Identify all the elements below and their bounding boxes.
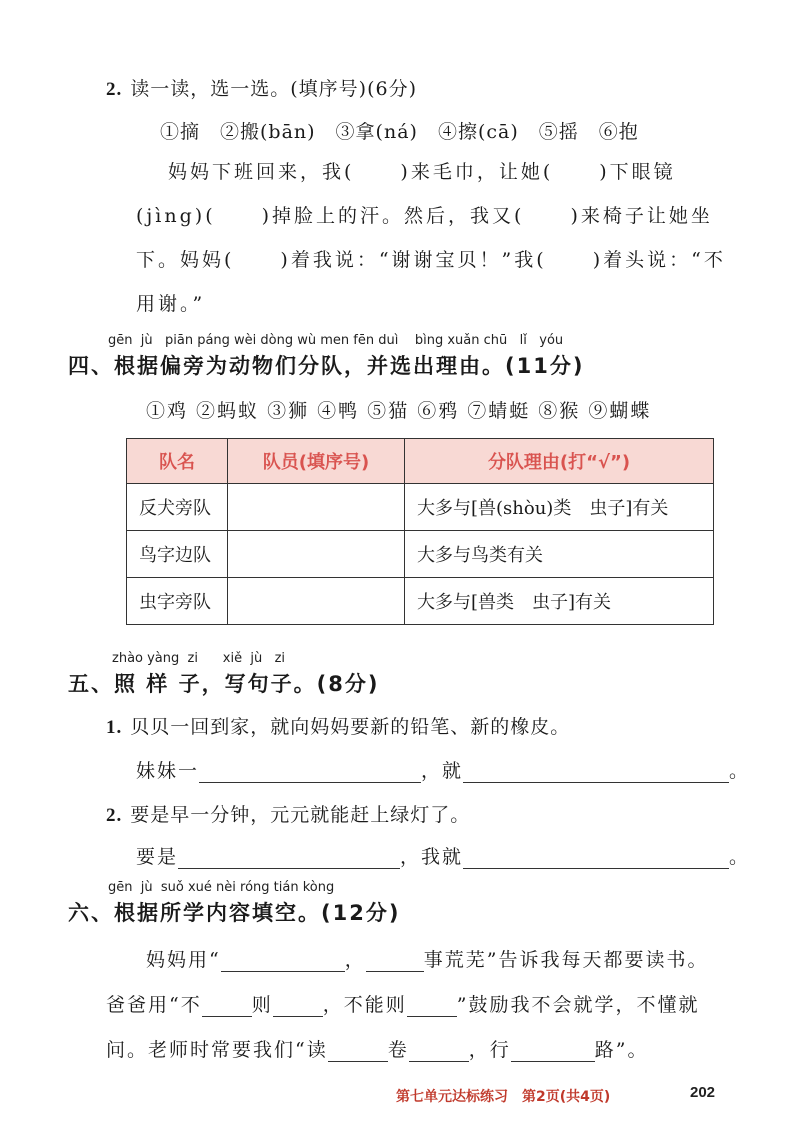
table-row [127,484,714,531]
grouping-table [126,438,714,625]
s5-item1-number: 1. [106,717,123,738]
line2-c: ，不能则 [322,994,407,1016]
fill1-mid: ，就 [421,760,464,782]
q2-options: ①摘 ②搬(bān) ③拿(ná) ④擦(cā) ⑤摇 ⑥抱 [160,121,639,143]
line2-blank-2[interactable] [273,994,323,1017]
s6-title: 六、根据所学内容填空。(12分) [68,901,401,925]
members-cell[interactable] [228,484,405,531]
team-name: 反犬旁队 [127,484,228,531]
s5-title: 五、照 样 子，写句子。(8分) [68,672,380,696]
s5-fill1 [136,756,750,783]
line1-b: ， [344,949,366,971]
table-row [127,531,714,578]
reason-cell[interactable]: 大多与[兽(shòu)类 虫子]有关 [405,484,714,531]
s6-line3 [106,1035,648,1062]
q2-number: 2. [106,79,123,100]
s6-line2 [106,990,699,1017]
s5-item1-text: 贝贝一回到家，就向妈妈要新的铅笔、新的橡皮。 [130,716,571,738]
line2-blank-3[interactable] [407,994,457,1017]
line3-blank-2[interactable] [409,1039,469,1062]
q2-passage [136,150,736,326]
page-number: 202 [690,1084,716,1101]
q2-title [106,74,417,101]
header-members: 队员(填序号) [228,439,405,484]
fill2-end: 。 [729,846,751,868]
fill2-blank-b[interactable] [463,846,729,869]
q2-title-text: 读一读，选一选。(填序号)(6分) [130,78,417,100]
fill1-end: 。 [729,760,751,782]
line3-d: 路”。 [594,1039,649,1061]
line3-a: 问。老师时常要我们“读 [106,1039,328,1061]
line1-c: 事荒芜”告诉我每天都要读书。 [423,949,709,971]
s5-item2 [106,800,470,827]
line1-blank-2[interactable] [366,949,424,972]
passage-part-7: )着头说：“不用谢。” [136,249,726,315]
line1-a: 妈妈用“ [146,949,221,971]
s5-fill2 [136,842,750,869]
table-header-row [127,439,714,484]
line3-b: 卷 [387,1039,409,1061]
fill2-mid: ，我就 [400,846,464,868]
s4-title: 四、根据偏旁为动物们分队，并选出理由。(11分) [68,354,585,378]
line2-blank-1[interactable] [202,994,252,1017]
fill1-blank-a[interactable] [199,760,421,783]
fill2-blank-a[interactable] [178,846,400,869]
header-reason: 分队理由(打“√”) [405,439,714,484]
passage-part-4: )掉脸上的汗。然后，我又( [261,205,525,227]
team-name: 虫字旁队 [127,578,228,625]
s5-item2-text: 要是早一分钟，元元就能赶上绿灯了。 [130,804,471,826]
table-row [127,578,714,625]
passage-part-1: 妈妈下班回来，我( [168,161,355,183]
fill1-blank-b[interactable] [463,760,729,783]
reason-cell: 大多与鸟类有关 [405,531,714,578]
s6-pinyin: gēn jù suǒ xué nèi róng tián kòng [108,880,335,895]
reason-cell[interactable]: 大多与[兽类 虫子]有关 [405,578,714,625]
members-cell[interactable] [228,531,405,578]
footer-label: 第七单元达标练习 第2页(共4页) [396,1089,611,1105]
s6-line1 [146,945,708,972]
passage-part-3: )下眼镜(jìng)( [136,161,676,227]
s5-pinyin: zhào yàng zi xiě jù zi [112,651,286,666]
s5-item2-number: 2. [106,805,123,826]
line3-blank-3[interactable] [511,1039,595,1062]
line2-d: ”鼓励我不会就学，不懂就 [456,994,700,1016]
s4-pinyin: gēn jù piān páng wèi dòng wù men fēn duì bìng xuǎn chū lǐ yóu [108,333,564,348]
s4-animals: ①鸡 ②蚂蚁 ③狮 ④鸭 ⑤猫 ⑥鸦 ⑦蜻蜓 ⑧猴 ⑨蝴蝶 [146,400,652,422]
s5-item1 [106,712,570,739]
line3-c: ，行 [468,1039,511,1061]
passage-part-2: )来毛巾，让她( [400,161,554,183]
line2-a: 爸爸用“不 [106,994,202,1016]
header-team: 队名 [127,439,228,484]
passage-part-5: )来椅子让她坐下。妈妈( [136,205,713,271]
members-cell[interactable] [228,578,405,625]
fill1-prefix: 妹妹一 [136,760,200,782]
line2-b: 则 [251,994,273,1016]
line1-blank-1[interactable] [221,949,345,972]
team-name: 鸟字边队 [127,531,228,578]
fill2-prefix: 要是 [136,846,179,868]
passage-part-6: )着我说：“谢谢宝贝！”我( [280,249,547,271]
line3-blank-1[interactable] [328,1039,388,1062]
